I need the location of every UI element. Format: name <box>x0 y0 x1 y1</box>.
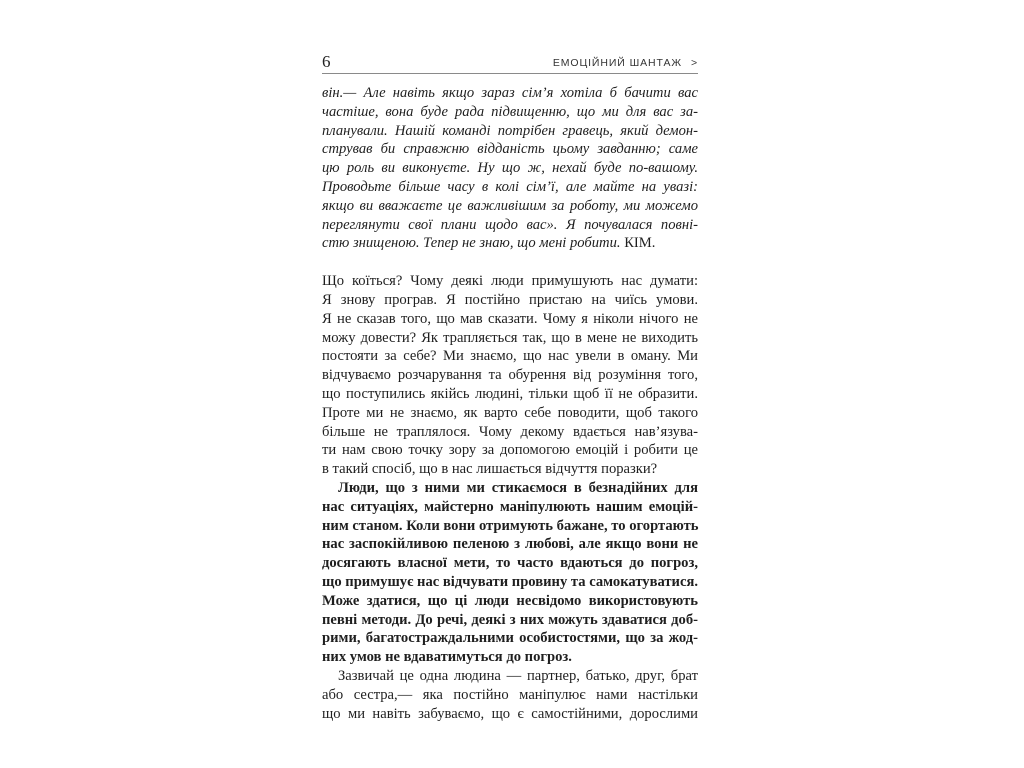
paragraph-line: більше не траплялося. Чому декому вдається нав’язува- <box>322 423 698 440</box>
quote-line: цю роль ви виконуєте. Ну що ж, нехай буде по-вашому. <box>322 160 698 177</box>
paragraph-line: відчуваємо розчарування та обурення від розуміння того, <box>322 367 698 384</box>
paragraph-line: рими, багатостраждальними особистостями, що за жод- <box>322 630 698 647</box>
paragraph-line: Я не сказав того, що мав сказати. Чому я ніколи нічого не <box>322 310 698 327</box>
quote-last-line <box>322 234 698 253</box>
paragraph-3 <box>322 667 698 723</box>
paragraph-line: що примушує нас відчувати провину та самокатуватися. <box>322 573 698 590</box>
paragraph-line: певні методи. До речі, деякі з них можуть здаватися доб- <box>322 611 698 628</box>
paragraph-line: що ми навіть забуваємо, що є самостійними, дорослими <box>322 705 698 722</box>
paragraph-line: можу довести? Як трапляється так, що в мене не виходить <box>322 329 698 346</box>
paragraph-line: Зазвичай це одна людина — партнер, батько, друг, брат <box>338 667 698 684</box>
next-arrow-icon: > <box>690 57 698 69</box>
paragraph-line: Може здатися, що ці люди несвідомо використовують <box>322 592 698 609</box>
quote-signature: КІМ. <box>624 235 656 252</box>
quote-block <box>322 84 698 253</box>
paragraph-line: постояти за себе? Ми знаємо, що нас увели в оману. Ми <box>322 348 698 365</box>
paragraph-line: них умов не вдаватимуться до погроз. <box>322 649 572 666</box>
quote-line: переглянути свої плани щодо вас». Я почувалася повні- <box>322 216 698 233</box>
page-number: 6 <box>322 52 331 71</box>
paragraph-gap <box>322 253 698 272</box>
paragraph-line: ним станом. Коли вони отримують бажане, то огортають <box>322 517 699 534</box>
paragraph-line: або сестра,— яка постійно маніпулює нами настільки <box>322 686 698 703</box>
running-header <box>553 56 698 70</box>
paragraph-line: Що коїться? Чому деякі люди примушують нас думати: <box>322 273 698 290</box>
quote-line: стрував би справжню відданість цьому завданню; саме <box>322 141 698 158</box>
header-divider <box>322 73 698 74</box>
quote-line: планували. Нашій команді потрібен гравець, який демон- <box>322 122 698 139</box>
quote-line: Проводьте більше часу в колі сім’ї, але майте на увазі: <box>322 178 698 195</box>
paragraph-line: ти нам свою точку зору за допомогою емоцій і робити це <box>322 442 698 459</box>
paragraph-line: що поступились якійсь людині, тільки щоб її не образити. <box>322 385 698 402</box>
paragraph-line: Я знову програв. Я постійно пристаю на чиїсь умови. <box>322 291 698 308</box>
body-text <box>322 84 698 723</box>
paragraph-line: Люди, що з ними ми стикаємося в безнадійних для <box>338 479 698 496</box>
paragraph-line: нас заспокійливою пеленою з любові, але якщо вони не <box>322 536 698 553</box>
quote-line: якщо ви вважаєте це важливішим за роботу, ми можемо <box>322 197 698 214</box>
paragraph-1 <box>322 272 698 479</box>
quote-line-text: стю знищеною. Тепер не знаю, що мені робити. <box>322 235 621 252</box>
paragraph-line: нас ситуаціях, майстерно маніпулюють нашим емоцій- <box>322 498 698 515</box>
paragraph-line: досягають власної мети, то часто вдаються до погроз, <box>322 555 698 572</box>
quote-line: частіше, вона буде рада підвищенню, що ми для вас за- <box>322 103 698 120</box>
quote-line: він.— Але навіть якщо зараз сім’я хотіла б бачити вас <box>322 85 698 101</box>
paragraph-line: Проте ми не знаємо, як варто себе поводити, щоб такого <box>322 404 698 421</box>
running-header-title: ЕМОЦІЙНИЙ ШАНТАЖ <box>552 57 682 69</box>
paragraph-2-bold <box>322 479 698 667</box>
paragraph-line: в такий спосіб, що в нас лишається відчуття поразки? <box>322 461 658 478</box>
